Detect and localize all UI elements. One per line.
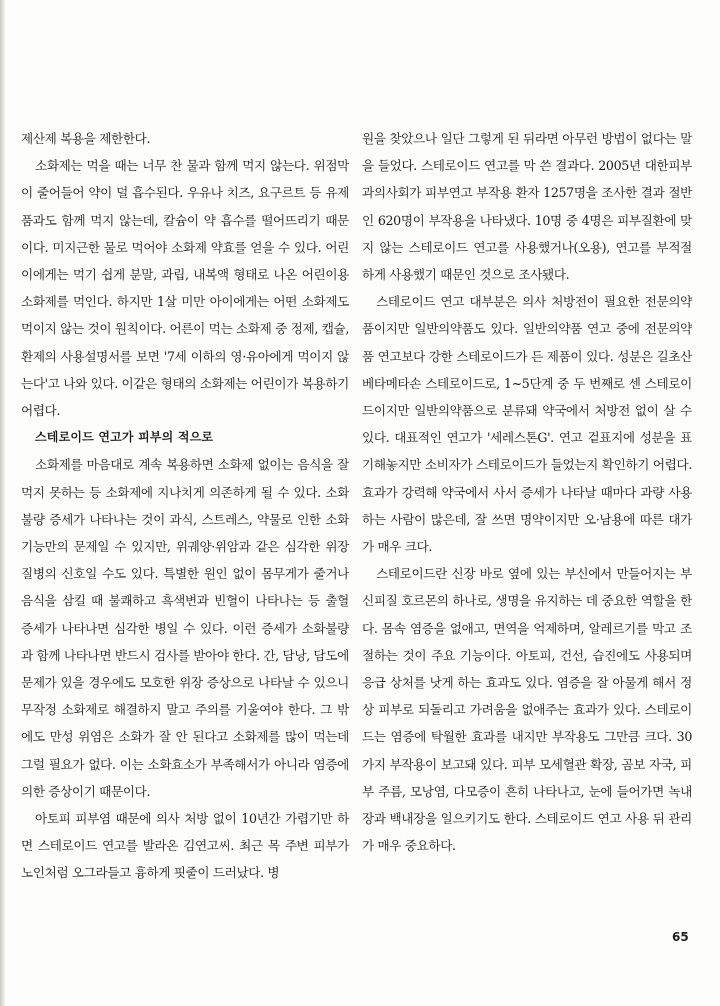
left-column bbox=[21, 125, 349, 887]
section-heading: 스테로이드 연고가 피부의 적으로 bbox=[35, 430, 214, 445]
page-number: 65 bbox=[672, 930, 689, 944]
paragraph: 소화제는 먹을 때는 너무 찬 물과 함께 먹지 않는다. 위점막이 줄어들어 약이 덜 흡수된다. 우유나 치즈, 요구르트 등 유제품과도 함께 먹지 않는데, 칼슘이 약 흡수를 떨어뜨리기 때문이다. 미지근한 물로 먹어야 소화제 약효를 얻을 수 있다. 어린이에게는 먹기 쉽게 분말, 과립, 내복액 형태로 나온 어린이용 소화제를 먹인다. 하지만 1살 미만 아이에게는 어떤 소화제도 먹이지 않는 것이 원칙이다. 어른이 먹는 소화제 중 정제, 캡슐, 환제의 사용설명서를 보면 '7세 이하의 영·유아에게 먹이지 않는다'고 나와 있다. 이같은 형태의 소화제는 어린이가 복용하기 어렵다. bbox=[21, 158, 349, 419]
paragraph: 스테로이드란 신장 바로 옆에 있는 부신에서 만들어지는 부신피질 호르몬의 하나로, 생명을 유지하는 데 중요한 역할을 한다. 몸속 염증을 없애고, 면역을 억제하며, 알레르기를 막고 조절하는 것이 주요 기능이다. 아토피, 건선, 습진에도 사용되며 응급 상처를 낫게 하는 효과도 있다. 염증을 잘 아물게 해서 정상 피부로 되돌리고 가려움을 없애주는 효과가 있다. 스테로이드는 염증에 탁월한 효과를 내지만 부작용도 그만큼 크다. 30가지 부작용이 보고돼 있다. 피부 모세혈관 확장, 곰보 자국, 피부 주름, 모낭염, 다모증이 흔히 나타나고, 눈에 들어가면 녹내장과 백내장을 일으키기도 한다. 스테로이드 연고 사용 뒤 관리가 매우 중요하다. bbox=[362, 566, 692, 854]
right-column bbox=[362, 125, 692, 859]
paragraph: 원을 찾았으나 일단 그렇게 된 뒤라면 아무런 방법이 없다는 말을 들었다. 스테로이드 연고를 막 쓴 결과다. 2005년 대한피부과의사회가 피부연고 부작용 환자 1257명을 조사한 결과 절반인 620명이 부작용을 나타냈다. 10명 중 4명은 피부질환에 맞지 않는 스테로이드 연고를 사용했거나(오용), 연고를 부적절하게 사용했기 때문인 것으로 조사됐다. bbox=[362, 131, 692, 283]
paragraph: 스테로이드 연고 대부분은 의사 처방전이 필요한 전문의약품이지만 일반의약품도 있다. 일반의약품 연고 중에 전문의약품 연고보다 강한 스테로이드가 든 제품이 있다. 성분은 길초산 베타메타손 스테로이드로, 1~5단계 중 두 번째로 센 스테로이드이지만 일반의약품으로 분류돼 약국에서 처방전 없이 살 수 있다. 대표적인 연고가 '세레스톤G'. 연고 겉표지에 성분을 표기해놓지만 소비자가 스테로이드가 들었는지 확인하기 어렵다. 효과가 강력해 약국에서 사서 증세가 나타날 때마다 과량 사용하는 사람이 많은데, 잘 쓰면 명약이지만 오·남용에 따른 대가가 매우 크다. bbox=[362, 294, 692, 555]
paragraph: 아토피 피부염 때문에 의사 처방 없이 10년간 가렵기만 하면 스테로이드 연고를 발라온 김연고씨. 최근 목 주변 피부가 노인처럼 오그라들고 흉하게 핏줄이 드러났다. 병 bbox=[21, 811, 349, 881]
paragraph: 제산제 복용을 제한한다. bbox=[21, 131, 151, 146]
paragraph: 소화제를 마음대로 계속 복용하면 소화제 없이는 음식을 잘 먹지 못하는 등 소화제에 지나치게 의존하게 될 수 있다. 소화불량 증세가 나타나는 것이 과식, 스트레스, 약물로 인한 소화 기능만의 문제일 수 있지만, 위궤양·위암과 같은 심각한 위장 질병의 신호일 수도 있다. 특별한 원인 없이 몸무게가 줄거나 음식을 삼킬 때 불쾌하고 흑색변과 빈혈이 나타나는 등 출혈 증세가 나타나면 심각한 병일 수 있다. 이런 증세가 소화불량과 함께 나타나면 반드시 검사를 받아야 한다. 간, 담낭, 담도에 문제가 있을 경우에도 모호한 위장 증상으로 나타날 수 있으니 무작정 소화제로 해결하지 말고 주의를 기울여야 한다. 그 밖에도 만성 위염은 소화가 잘 안 된다고 소화제를 많이 먹는데 그럴 필요가 없다. 이는 소화효소가 부족해서가 아니라 염증에 의한 증상이기 때문이다. bbox=[21, 457, 349, 799]
page-binding-shadow bbox=[0, 0, 5, 1006]
